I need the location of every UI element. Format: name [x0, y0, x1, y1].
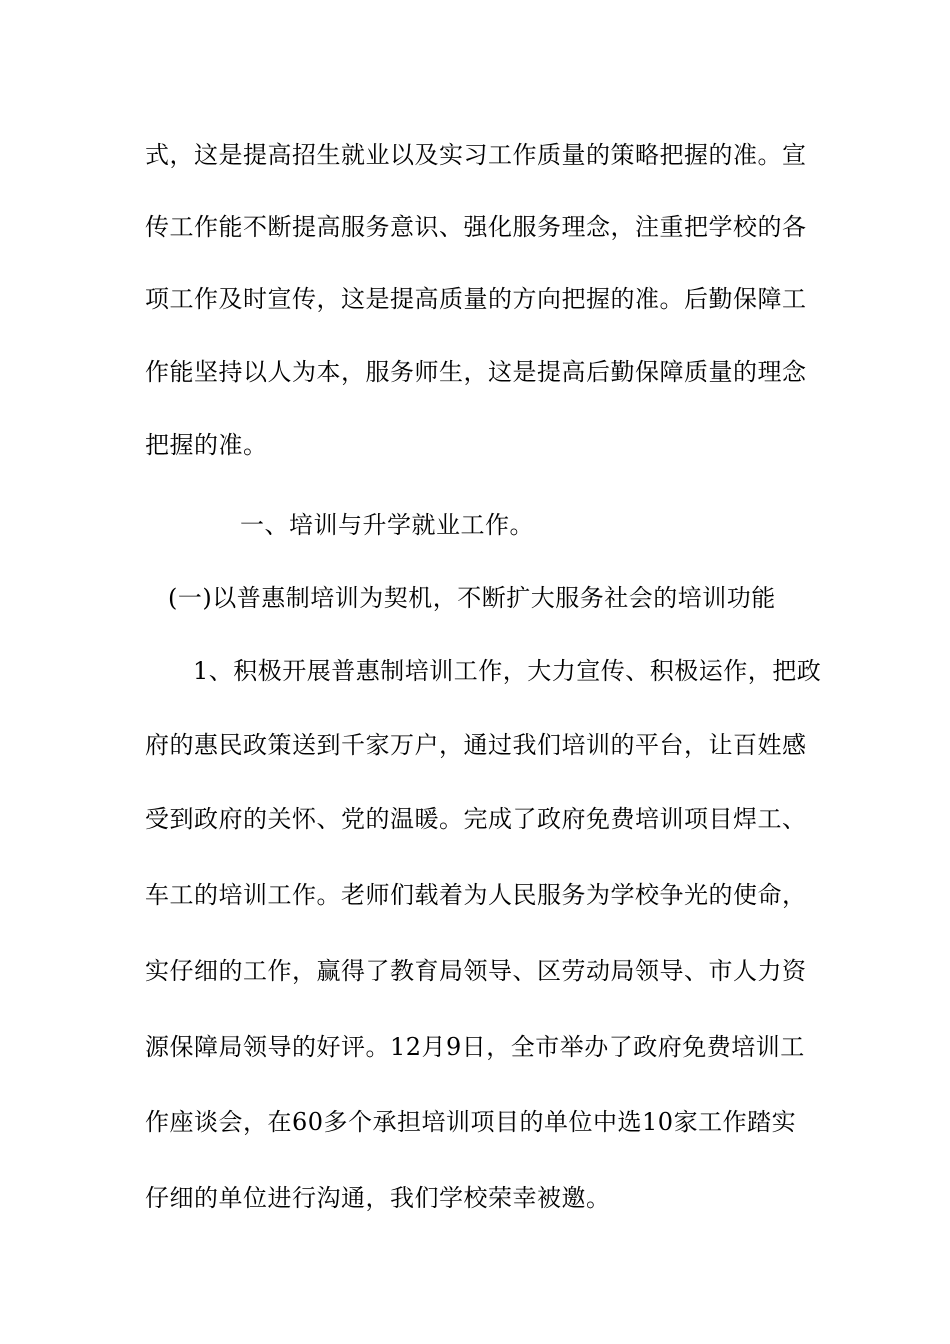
subsection-heading: (一)以普惠制培训为契机，不断扩大服务社会的培训功能 [168, 584, 776, 612]
paragraph-line: 把握的准。 [145, 431, 268, 459]
section-heading: 一、培训与升学就业工作。 [240, 511, 534, 539]
paragraph-line: 项工作及时宣传，这是提高质量的方向把握的准。后勤保障工 [145, 285, 807, 313]
paragraph-line: 作能坚持以人为本，服务师生，这是提高后勤保障质量的理念 [145, 358, 807, 386]
paragraph-line: 源保障局领导的好评。12月9日，全市举办了政府免费培训工 [145, 1033, 805, 1061]
paragraph-line: 传工作能不断提高服务意识、强化服务理念，注重把学校的各 [145, 213, 807, 241]
paragraph-line: 实仔细的工作，赢得了教育局领导、区劳动局领导、市人力资 [145, 957, 807, 985]
paragraph-line: 车工的培训工作。老师们载着为人民服务为学校争光的使命， [145, 881, 807, 909]
paragraph-line: 府的惠民政策送到千家万户，通过我们培训的平台，让百姓感 [145, 731, 807, 759]
paragraph-line: 仔细的单位进行沟通，我们学校荣幸被邀。 [145, 1184, 611, 1212]
paragraph-line: 作座谈会，在60多个承担培训项目的单位中选10家工作踏实 [145, 1108, 797, 1136]
paragraph-line: 式，这是提高招生就业以及实习工作质量的策略把握的准。宣 [145, 141, 807, 169]
paragraph-line: 受到政府的关怀、党的温暖。完成了政府免费培训项目焊工、 [145, 805, 807, 833]
list-item-line: 1、积极开展普惠制培训工作，大力宣传、积极运作，把政 [193, 657, 822, 685]
